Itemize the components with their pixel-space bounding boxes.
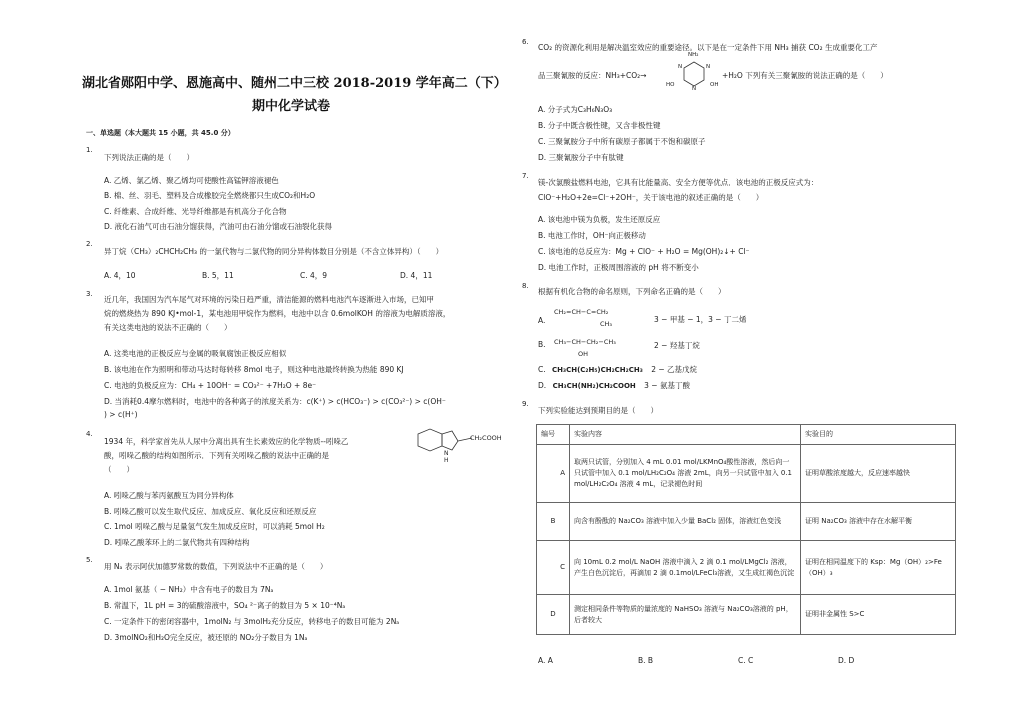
option-c[interactable] [538, 364, 697, 375]
option-d-continued: ) > c(H⁺) [104, 410, 138, 419]
option-d[interactable]: D. 吲哚乙酸苯环上的二氯代物共有四种结构 [104, 538, 250, 547]
page-subtitle: 期中化学试卷 [252, 99, 331, 114]
row-id: B [537, 503, 570, 541]
question-number: 2. [86, 240, 93, 248]
option-label: C. [538, 365, 546, 374]
row-content: 向含有酚酞的 Na₂CO₃ 溶液中加入少量 BaCl₂ 固体，溶液红色变浅 [570, 503, 801, 541]
option-b[interactable]: B. 棉、丝、羽毛、塑料及合成橡胶完全燃烧都只生成CO₂和H₂O [104, 191, 316, 200]
option-d[interactable]: D. 4，11 [400, 271, 433, 280]
question-stem-line: +H₂O 下列有关三聚氰胺的说法正确的是（ ） [722, 71, 888, 80]
option-a[interactable] [538, 308, 798, 334]
question-stem-line: 品三聚氰胺的反应：NH₃+CO₂→ [538, 71, 647, 80]
section-heading: 一、单选题（本大题共 15 小题，共 45.0 分） [86, 129, 235, 137]
option-a[interactable]: A. 4，10 [104, 271, 136, 280]
row-goal: 证明草酸浓度越大，反应速率越快 [801, 445, 956, 503]
table-row [537, 445, 956, 503]
option-name: 2 − 羟基丁烷 [654, 341, 700, 350]
question-stem-line: 镁-次氯酸盐燃料电池，它具有比能量高、安全方便等优点．该电池的正极反应式为： [538, 178, 819, 187]
option-a[interactable]: A. 吲哚乙酸与苯丙氨酸互为同分异构体 [104, 491, 234, 500]
question-stem-line: 有关这类电池的说法不正确的（ ） [104, 323, 232, 332]
table-header-row [537, 425, 956, 445]
experiment-table [536, 424, 956, 635]
question-stem: 用 Nₐ 表示阿伏加德罗常数的数值，下列说法中不正确的是（ ） [104, 562, 328, 571]
question-stem: 下列实验能达到预期目的是（ ） [538, 406, 658, 415]
option-b[interactable] [538, 336, 798, 362]
ring-label: HO [666, 82, 675, 88]
question-stem: 根据有机化合物的命名原则，下列命名正确的是（ ） [538, 287, 726, 296]
option-a[interactable]: A. 乙烯、氯乙烯、聚乙烯均可使酸性高锰钾溶液褪色 [104, 176, 279, 185]
ring-label: OH [710, 82, 719, 88]
ring-label: N [706, 64, 711, 70]
option-c[interactable]: C. 4，9 [300, 271, 328, 280]
page-title: 湖北省郧阳中学、恩施高中、随州二中三校 2018-2019 学年高二（下） [82, 76, 507, 91]
row-goal: 证明 Na₂CO₃ 溶液中存在水解平衡 [801, 503, 956, 541]
ring-label: NH₂ [688, 52, 699, 58]
option-label: B. [538, 340, 546, 349]
structure-side-chain-label: CH₂COOH [470, 434, 502, 442]
question-stem: 异丁烷（CH₃）₂CHCH₂CH₃ 的一氯代物与二氯代物的同分异构体数目分别是（不含立体异构）（ ） [104, 247, 444, 256]
structure-nh-label: N H [444, 450, 449, 464]
option-substituent: OH [578, 350, 589, 358]
header-cell-id: 编号 [537, 425, 570, 445]
row-id: D [537, 595, 570, 635]
question-stem-line: 烷的燃烧热为 890 KJ•mol-1，某电池用甲烷作为燃料，电池中以含 0.6molKOH 的溶液为电解质溶液， [104, 309, 451, 318]
option-d[interactable]: D. 电池工作时，正极周围溶液的 pH 将不断变小 [538, 263, 699, 272]
option-d[interactable] [538, 380, 690, 391]
question-number: 6. [522, 38, 529, 46]
row-goal: 证明非金属性 S>C [801, 595, 956, 635]
option-b[interactable]: B. 5，11 [202, 271, 234, 280]
table-row [537, 595, 956, 635]
option-formula: CH₃CH(C₂H₅)CH₂CH₂CH₃ [552, 366, 643, 374]
question-number: 7. [522, 172, 529, 180]
question-number: 3. [86, 290, 93, 298]
option-c[interactable]: C. 一定条件下的密闭容器中，1molN₂ 与 3molH₂充分反应，转移电子的数目可能为 2Nₐ [104, 617, 400, 626]
question-stem-line: 近几年，我国因为汽车尾气对环境的污染日趋严重，清洁能源的燃料电池汽车逐渐进入市场，已知甲 [104, 295, 434, 304]
option-a[interactable]: A. 这类电池的正极反应与金属的吸氧腐蚀正极反应相似 [104, 349, 287, 358]
indole-acetic-acid-structure [408, 428, 512, 468]
option-b[interactable]: B. 该电池在作为照明和带动马达时每转移 8mol 电子，则这种电池最终转换为热能 890 KJ [104, 365, 404, 374]
option-name: 3 − 氨基丁酸 [644, 381, 690, 390]
option-a[interactable]: A. 分子式为C₃H₆N₃O₃ [538, 105, 613, 114]
option-b[interactable]: B. B [638, 656, 654, 665]
ring-label: N [692, 86, 697, 92]
option-d[interactable]: D. D [838, 656, 855, 665]
option-c[interactable]: C. C [738, 656, 754, 665]
question-stem-line: 1934 年，科学家首先从人尿中分离出具有生长素效应的化学物质--吲哚乙 [104, 437, 349, 446]
option-a[interactable]: A. 1mol 氨基（ − NH₂）中含有电子的数目为 7Nₐ [104, 585, 274, 594]
option-a[interactable]: A. A [538, 656, 553, 665]
question-number: 4. [86, 430, 93, 438]
question-stem-line: 酸，吲哚乙酸的结构如图所示．下列有关吲哚乙酸的说法中正确的是 [104, 451, 329, 460]
melamine-ring-structure [664, 52, 724, 96]
header-cell-content: 实验内容 [570, 425, 801, 445]
option-label: D. [538, 381, 547, 390]
option-b[interactable]: B. 分子中既含极性键，又含非极性键 [538, 121, 661, 130]
header-cell-goal: 实验目的 [801, 425, 956, 445]
option-formula: CH₃−CH−CH₂−CH₃ [554, 338, 616, 346]
option-a[interactable]: A. 该电池中镁为负极，发生还原反应 [538, 215, 661, 224]
row-content: 测定相同条件等物质的量浓度的 NaHSO₃ 溶液与 Na₂CO₃溶液的 pH，后者较大 [570, 595, 801, 635]
question-stem-line: （ ） [104, 465, 134, 474]
option-c[interactable]: C. 三聚氰胺分子中所有碳原子都属于不饱和碳原子 [538, 137, 706, 146]
row-goal: 证明在相同温度下的 Ksp：Mg（OH）₂>Fe（OH）₃ [801, 541, 956, 595]
question-number: 1. [86, 146, 93, 154]
option-b[interactable]: B. 电池工作时，OH⁻向正极移动 [538, 231, 646, 240]
row-content: 向 10mL 0.2 mol/L NaOH 溶液中滴入 2 滴 0.1 mol/LMgCl₂ 溶液，产生白色沉淀后，再滴加 2 滴 0.1mol/LFeCl₃溶液，又生成红褐色沉淀 [570, 541, 801, 595]
option-c[interactable]: C. 该电池的总反应为：Mg + ClO⁻ + H₂O = Mg(OH)₂↓+ Cl⁻ [538, 247, 750, 256]
option-d[interactable]: D. 3molNO₂和H₂O完全反应，被还原的 NO₂分子数目为 1Nₐ [104, 633, 308, 642]
option-d[interactable]: D. 当消耗0.4摩尔燃料时，电池中的各种离子的浓度关系为：c(K⁺) > c(HCO₃⁻) > c(CO₃²⁻) > c(OH⁻ [104, 397, 446, 406]
option-label: A. [538, 316, 546, 325]
option-name: 2 − 乙基戊烷 [651, 365, 698, 374]
question-stem-line: CO₂ 的资源化利用是解决温室效应的重要途径。以下是在一定条件下用 NH₃ 捕获 CO₂ 生成重要化工产 [538, 43, 878, 52]
row-content: 取两只试管，分别加入 4 mL 0.01 mol/LKMnO₄酸性溶液，然后向一只试管中加入 0.1 mol/LH₂C₂O₄ 溶液 2mL，向另一只试管中加入 0.1 mol/LH₂C₂O₄ 溶液 4 mL，记录褪色时间 [570, 445, 801, 503]
option-b[interactable]: B. 常温下，1L pH = 3的硫酸溶液中，SO₄ ²⁻离子的数目为 5 × 10⁻⁴Nₐ [104, 601, 346, 610]
option-formula: CH₂=CH−C=CH₂ [554, 308, 609, 316]
option-d[interactable]: D. 液化石油气可由石油分馏获得，汽油可由石油分馏或石油裂化获得 [104, 222, 333, 231]
table-row [537, 541, 956, 595]
question-stem: 下列说法正确的是（ ） [104, 153, 194, 162]
option-c[interactable]: C. 1mol 吲哚乙酸与足量氢气发生加成反应时，可以消耗 5mol H₂ [104, 522, 325, 531]
question-stem-line: ClO⁻+H₂O+2e=Cl⁻+2OH⁻，关于该电池的叙述正确的是（ ） [538, 193, 764, 202]
question-number: 8. [522, 282, 529, 290]
row-id: A [537, 445, 570, 503]
option-b[interactable]: B. 吲哚乙酸可以发生取代反应、加成反应、氧化反应和还原反应 [104, 507, 317, 516]
ring-label: N [678, 64, 683, 70]
question-number: 9. [522, 400, 529, 408]
option-name: 3 − 甲基 − 1，3 − 丁二烯 [654, 315, 747, 324]
option-substituent: CH₃ [600, 320, 613, 328]
question-number: 5. [86, 556, 93, 564]
option-c[interactable]: C. 电池的负极反应为：CH₄ + 10OH⁻ = CO₃²⁻ +7H₂O + 8e⁻ [104, 381, 317, 390]
row-id: C [537, 541, 570, 595]
option-c[interactable]: C. 纤维素、合成纤维、光导纤维都是有机高分子化合物 [104, 207, 287, 216]
table-row [537, 503, 956, 541]
option-formula: CH₃CH(NH₂)CH₂COOH [552, 382, 636, 390]
option-d[interactable]: D. 三聚氰胺分子中有肽键 [538, 153, 624, 162]
